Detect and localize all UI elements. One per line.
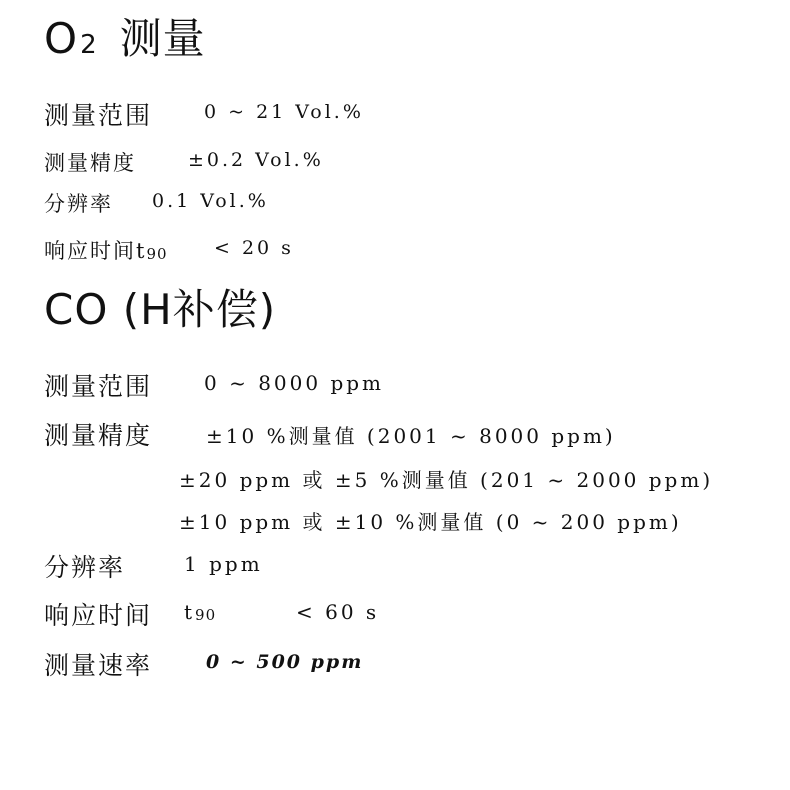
o2-response-row [44, 235, 294, 265]
co-response-row [44, 596, 380, 632]
o2-accuracy-label: 测量精度 [44, 151, 136, 175]
o2-heading [44, 14, 206, 70]
o2-heading-subscript: 2 [80, 30, 98, 60]
o2-accuracy-row [44, 147, 324, 177]
o2-response-label: 响应时间t [44, 239, 147, 263]
co-range-label: 测量范围 [44, 372, 153, 401]
co-accuracy-value-1: ±10 %测量值 (2001 ~ 8000 ppm) [206, 424, 616, 448]
co-rate-row [44, 646, 364, 682]
o2-accuracy-value: ±0.2 Vol.% [188, 149, 324, 171]
co-accuracy-label: 测量精度 [44, 421, 153, 450]
o2-resolution-value: 0.1 Vol.% [152, 190, 269, 212]
co-response-subscript: 90 [195, 606, 217, 624]
co-resolution-row [44, 548, 263, 584]
o2-range-label: 测量范围 [44, 101, 153, 130]
co-accuracy-row [44, 416, 616, 452]
co-accuracy-value-3: ±10 ppm 或 ±10 %测量值 (0 ~ 200 ppm) [179, 510, 682, 534]
co-heading: CO (H补偿) [44, 285, 277, 334]
o2-range-row [44, 96, 364, 132]
co-response-label: 响应时间 [44, 601, 153, 630]
o2-heading-rest: 测量 [119, 14, 206, 63]
co-resolution-label: 分辨率 [44, 553, 126, 582]
o2-response-subscript: 90 [146, 245, 168, 263]
co-accuracy-value-2: ±20 ppm 或 ±5 %测量值 (201 ~ 2000 ppm) [179, 468, 714, 492]
co-rate-value: 0 ~ 500 ppm [206, 651, 364, 673]
co-range-row [44, 367, 385, 403]
co-response-t-letter: t [184, 600, 196, 624]
o2-range-value: 0 ~ 21 Vol.% [204, 101, 364, 123]
o2-resolution-label: 分辨率 [44, 192, 113, 216]
o2-response-value: < 20 s [214, 237, 294, 259]
co-response-t [184, 600, 216, 624]
co-response-value: < 60 s [296, 600, 380, 624]
o2-resolution-row [44, 188, 269, 218]
o2-heading-main: O [44, 14, 79, 63]
co-rate-label: 测量速率 [44, 651, 153, 680]
co-range-value: 0 ~ 8000 ppm [204, 371, 385, 395]
co-resolution-value: 1 ppm [184, 552, 263, 576]
